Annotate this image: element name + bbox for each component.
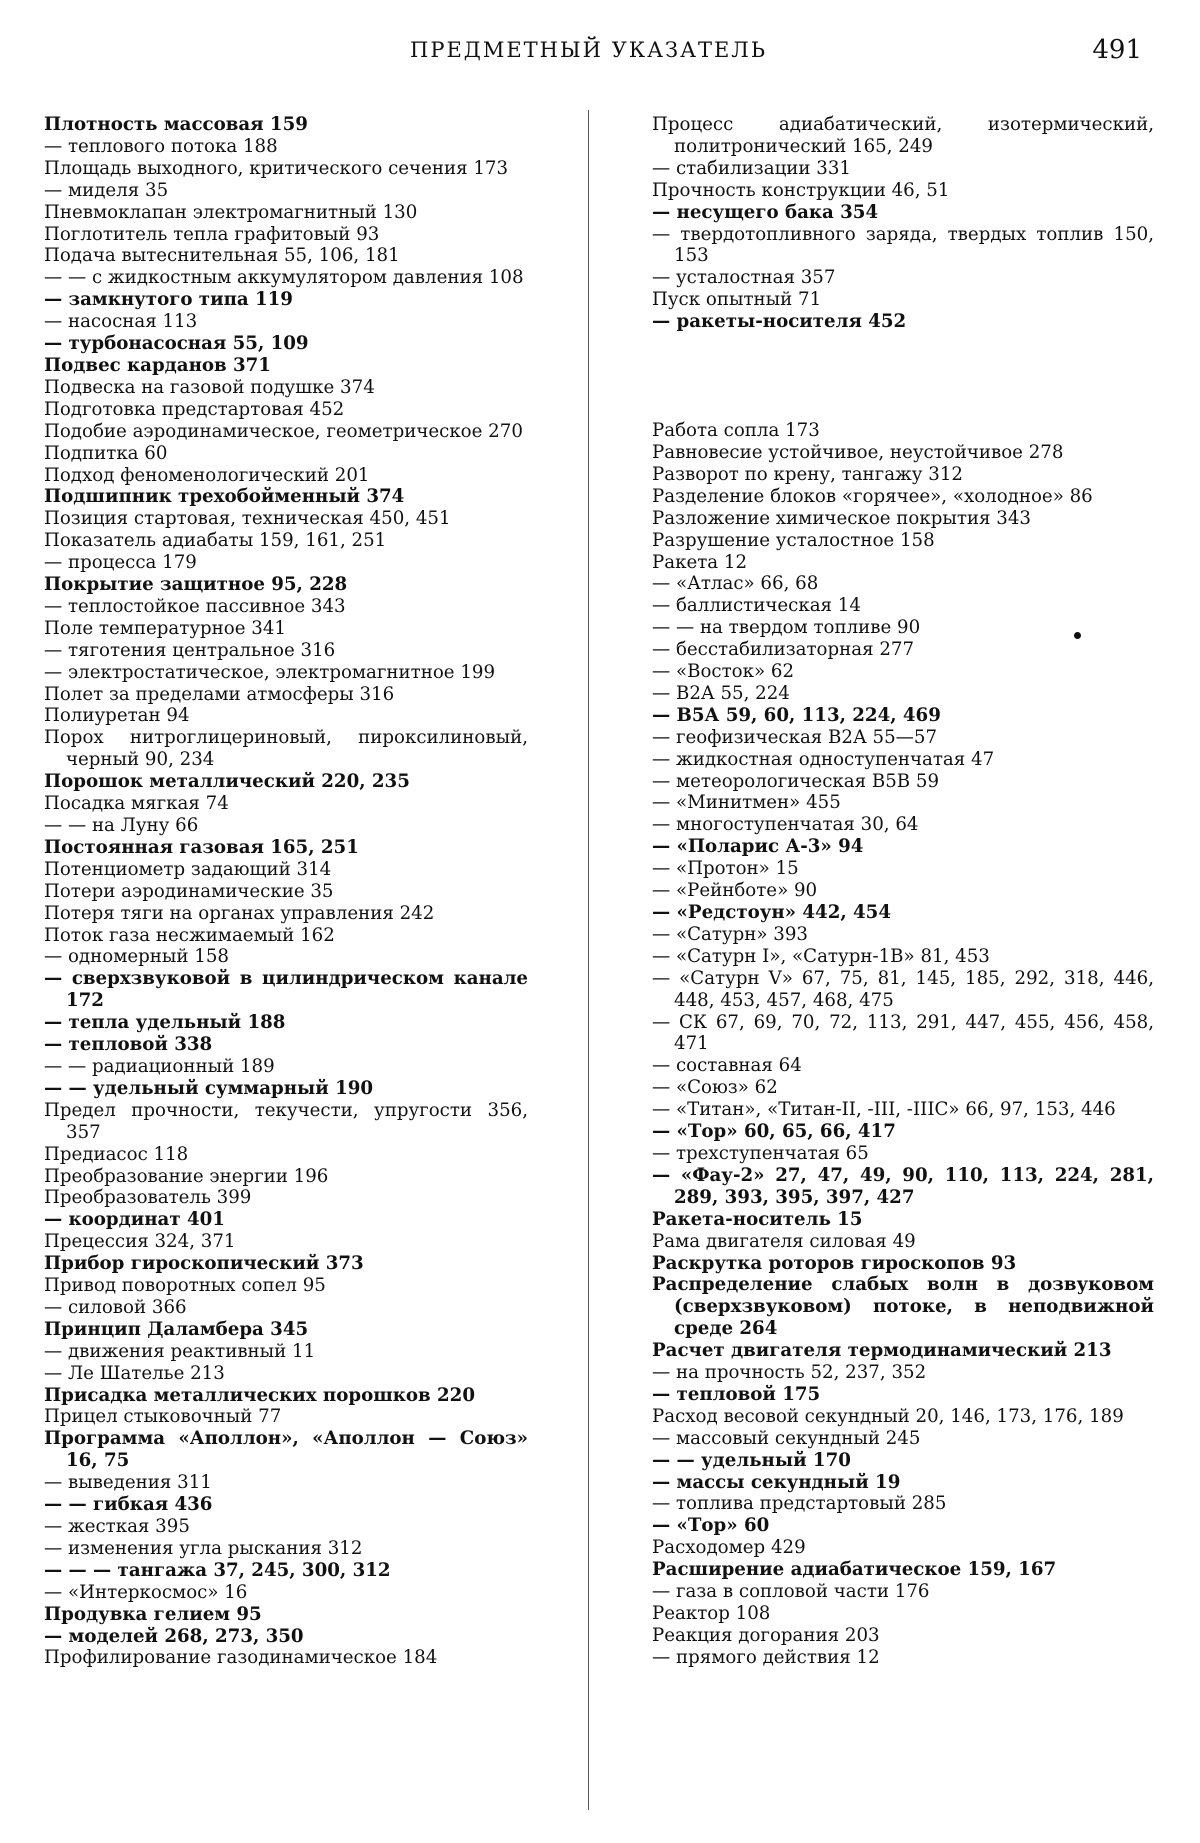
index-entry: Распределение слабых волн в дозвуковом (сверхзвуковом) потоке, в неподвижной среде 264	[652, 1274, 1154, 1340]
index-entry: Потеря тяги на органах управления 242	[44, 902, 435, 924]
index-entry: — — на Луну 66	[44, 815, 199, 836]
index-entry: Равновесие устойчивое, неустойчивое 278	[652, 441, 1064, 463]
index-entry: — «Протон» 15	[652, 858, 799, 880]
index-entry: — процесса 179	[44, 552, 197, 574]
index-entry: Плотность массовая 159	[44, 114, 308, 135]
running-title: ПРЕДМЕТНЫЙ УКАЗАТЕЛЬ	[410, 38, 767, 62]
index-entry: — массовый секундный 245	[652, 1427, 921, 1449]
index-entry: Продувка гелием 95	[44, 1603, 262, 1625]
index-entry: — твердотопливного заряда, твердых топлив 150, 153	[652, 223, 1154, 267]
index-entry: — тепла удельный 188	[44, 1012, 286, 1034]
index-entry: Профилирование газодинамическое 184	[44, 1647, 438, 1669]
index-entry: Полиуретан 94	[44, 705, 190, 727]
index-entry: — теплостойкое пассивное 343	[44, 595, 346, 617]
index-entry: — «Тор» 60	[652, 1515, 770, 1537]
index-entry: Поглотитель тепла графитовый 93	[44, 223, 380, 245]
index-entry: Пневмоклапан электромагнитный 130	[44, 201, 418, 223]
index-entry: — — удельный 170	[652, 1449, 851, 1471]
index-entry: — баллистическая 14	[652, 595, 861, 617]
column-divider	[588, 110, 589, 1810]
index-entry: Подвес карданов 371	[44, 354, 271, 376]
index-entry: — «Тор» 60, 65, 66, 417	[652, 1121, 896, 1143]
page-number: 491	[1092, 35, 1142, 65]
index-entry: — «Рейнботе» 90	[652, 880, 818, 902]
index-entry: Предел прочности, текучести, упругости 356, 357	[44, 1099, 528, 1143]
index-entry: — — удельный суммарный 190	[44, 1077, 374, 1099]
index-entry: — «Титан», «Титан-II, -III, -IIIС» 66, 97, 153, 446	[652, 1099, 1116, 1121]
index-entry: Расход весовой секундный 20, 146, 173, 176, 189	[652, 1405, 1124, 1427]
index-entry: Расчет двигателя термодинамический 213	[652, 1340, 1112, 1362]
index-entry: Прицел стыковочный 77	[44, 1406, 282, 1428]
index-group-r	[652, 420, 1154, 1669]
index-entry: — усталостная 357	[652, 267, 836, 289]
index-entry: — — с жидкостным аккумулятором давления 108	[44, 267, 524, 289]
index-entry: — — радиационный 189	[44, 1055, 275, 1077]
index-entry: Подпитка 60	[44, 442, 168, 464]
index-entry: Привод поворотных сопел 95	[44, 1275, 326, 1297]
index-entry: Потенциометр задающий 314	[44, 858, 332, 880]
index-entry: Реакция догорания 203	[652, 1624, 880, 1646]
index-entry: Принцип Даламбера 345	[44, 1318, 309, 1340]
index-entry: Порошок металлический 220, 235	[44, 771, 410, 793]
index-entry: — теплового потока 188	[44, 135, 278, 157]
index-entry: Ракета 12	[652, 551, 748, 573]
index-entry: — В2А 55, 224	[652, 682, 790, 704]
index-entry: — одномерный 158	[44, 946, 229, 968]
index-entry: Преобразователь 399	[44, 1187, 252, 1209]
index-entry: — «Фау-2» 27, 47, 49, 90, 110, 113, 224, 281, 289, 393, 395, 397, 427	[652, 1164, 1154, 1208]
index-entry: — массы секундный 19	[652, 1471, 901, 1493]
index-entry: Порох нитроглицериновый, пироксилиновый, черный 90, 234	[44, 727, 528, 771]
index-entry: Потери аэродинамические 35	[44, 880, 334, 902]
index-entry: — координат 401	[44, 1209, 225, 1231]
index-entry: Ракета-носитель 15	[652, 1208, 863, 1230]
index-column-left	[44, 114, 528, 1669]
ink-dot	[1074, 632, 1081, 639]
index-entry: — замкнутого типа 119	[44, 289, 293, 311]
page-header	[0, 35, 1200, 78]
index-entry: Поле температурное 341	[44, 617, 286, 639]
index-entry: — — на твердом топливе 90	[652, 617, 921, 639]
index-entry: Подача вытеснительная 55, 106, 181	[44, 245, 400, 267]
index-entry: — несущего бака 354	[652, 201, 879, 223]
index-entry: Прецессия 324, 371	[44, 1231, 236, 1253]
index-entry: Прочность конструкции 46, 51	[652, 179, 950, 201]
index-entry: Расширение адиабатическое 159, 167	[652, 1559, 1057, 1581]
index-entry: — «Поларис А-3» 94	[652, 836, 864, 858]
index-entry: — выведения 311	[44, 1472, 212, 1494]
index-entry: — электростатическое, электромагнитное 199	[44, 661, 496, 683]
index-entry: Присадка металлических порошков 220	[44, 1384, 475, 1406]
index-group-p	[652, 114, 1154, 333]
index-entry: — составная 64	[652, 1055, 802, 1077]
index-entry: — «Союз» 62	[652, 1077, 778, 1099]
index-entry: Подготовка предстартовая 452	[44, 398, 345, 420]
index-entry: Программа «Аполлон», «Аполлон — Союз» 16, 75	[44, 1428, 528, 1472]
index-entry: Разрушение усталостное 158	[652, 529, 935, 551]
index-entry: Разложение химическое покрытия 343	[652, 507, 1031, 529]
index-entry: — многоступенчатая 30, 64	[652, 814, 919, 836]
index-entry: — изменения угла рыскания 312	[44, 1537, 363, 1559]
index-entry: — топлива предстартовый 285	[652, 1493, 947, 1515]
index-entry: — «Атлас» 66, 68	[652, 573, 819, 595]
index-entry: — бесстабилизаторная 277	[652, 639, 915, 661]
index-entry: — движения реактивный 11	[44, 1340, 316, 1362]
index-entry: — тепловой 338	[44, 1034, 213, 1056]
index-entry: — — — тангажа 37, 245, 300, 312	[44, 1559, 391, 1581]
index-entry: Подобие аэродинамическое, геометрическое 270	[44, 420, 523, 442]
index-entry: Преобразование энергии 196	[44, 1165, 329, 1187]
letter-gap	[652, 333, 1154, 420]
index-entry: — «Интеркосмос» 16	[44, 1581, 248, 1603]
index-entry: Реактор 108	[652, 1603, 771, 1624]
index-entry: — жидкостная одноступенчатая 47	[652, 748, 995, 770]
index-entry: — метеорологическая В5В 59	[652, 770, 940, 792]
index-entry: — газа в сопловой части 176	[652, 1581, 930, 1603]
index-entry: Постоянная газовая 165, 251	[44, 836, 359, 858]
index-entry: — «Сатурн V» 67, 75, 81, 145, 185, 292, 318, 446, 448, 453, 457, 468, 475	[652, 967, 1154, 1011]
index-entry: — жесткая 395	[44, 1516, 190, 1537]
index-entry: — прямого действия 12	[652, 1646, 880, 1668]
index-entry: — «Сатурн I», «Сатурн-1В» 81, 453	[652, 945, 990, 967]
index-entry: — моделей 268, 273, 350	[44, 1625, 304, 1647]
index-entry: — «Минитмен» 455	[652, 792, 841, 814]
index-entry: — В5А 59, 60, 113, 224, 469	[652, 704, 941, 726]
index-entry: — сверхзвуковой в цилиндрическом канале 172	[44, 968, 528, 1012]
index-entry: Предиасос 118	[44, 1143, 189, 1165]
index-entry: Работа сопла 173	[652, 420, 820, 442]
index-entry: — СК 67, 69, 70, 72, 113, 291, 447, 455, 456, 458, 471	[652, 1011, 1154, 1055]
index-entry: Раскрутка роторов гироскопов 93	[652, 1252, 1017, 1274]
index-entry: — «Сатурн» 393	[652, 923, 809, 945]
index-entry: Позиция стартовая, техническая 450, 451	[44, 508, 451, 530]
index-entry: — насосная 113	[44, 311, 198, 333]
index-entry: Подшипник трехобойменный 374	[44, 486, 405, 508]
index-entry: Пуск опытный 71	[652, 289, 822, 311]
index-entry: Прибор гироскопический 373	[44, 1253, 364, 1275]
index-entry: Покрытие защитное 95, 228	[44, 574, 348, 596]
index-entry: — тяготения центральное 316	[44, 639, 336, 661]
index-entry: Поток газа несжимаемый 162	[44, 924, 335, 946]
index-entry: Расходомер 429	[652, 1537, 806, 1559]
index-entry: Рама двигателя силовая 49	[652, 1230, 916, 1252]
index-entry: Подвеска на газовой подушке 374	[44, 376, 375, 398]
index-entry: — миделя 35	[44, 179, 169, 201]
index-entry: — «Восток» 62	[652, 661, 795, 683]
index-column-right	[652, 114, 1154, 1669]
index-entry: Полет за пределами атмосферы 316	[44, 683, 395, 705]
index-entry: Площадь выходного, критического сечения 173	[44, 157, 509, 179]
index-entry: — геофизическая В2А 55—57	[652, 726, 938, 748]
index-entry: Посадка мягкая 74	[44, 793, 229, 815]
index-entry: — стабилизации 331	[652, 157, 852, 179]
index-entry: — силовой 366	[44, 1296, 187, 1318]
index-entry: — турбонасосная 55, 109	[44, 333, 309, 355]
index-entry: Разделение блоков «горячее», «холодное» 86	[652, 485, 1093, 507]
index-entry: — трехступенчатая 65	[652, 1142, 869, 1164]
index-entry: Подход феноменологический 201	[44, 464, 370, 486]
index-entry: — ракеты-носителя 452	[652, 311, 907, 333]
index-entry: — тепловой 175	[652, 1383, 821, 1405]
index-entry: Показатель адиабаты 159, 161, 251	[44, 530, 387, 552]
index-entry: — «Редстоун» 442, 454	[652, 902, 891, 923]
index-entry: Процесс адиабатический, изотермический, политронический 165, 249	[652, 114, 1154, 157]
index-entry: — — гибкая 436	[44, 1494, 213, 1516]
index-entry: — Ле Шателье 213	[44, 1362, 225, 1384]
index-entry: Разворот по крену, тангажу 312	[652, 463, 963, 485]
index-entry: — на прочность 52, 237, 352	[652, 1362, 927, 1384]
